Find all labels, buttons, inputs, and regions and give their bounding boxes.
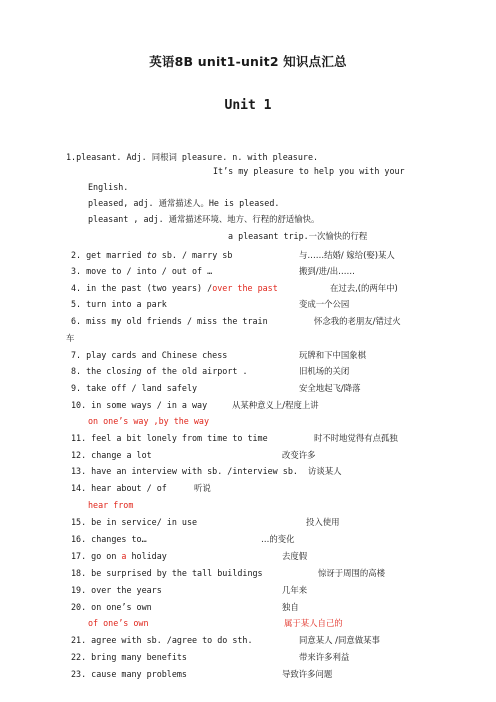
item-7-en: 7. play cards and Chinese chess <box>71 350 228 360</box>
item-20-zh: 独自 <box>282 602 299 612</box>
item-1-pleasant-trip: a pleasant trip.一次愉快的行程 <box>228 231 368 241</box>
item-6-zh: 怀念我的老朋友/错过火 <box>314 316 401 326</box>
item-10-zh: 从某种意义上/程度上讲 <box>232 400 319 410</box>
item-18-en: 18. be surprised by the tall buildings <box>71 568 263 578</box>
unit-heading: Unit 1 <box>224 98 272 113</box>
item-16-en: 16. changes to… <box>71 534 147 544</box>
item-8-en-part: 8. the clos <box>71 366 127 376</box>
item-2-en-italic: to <box>146 250 157 260</box>
item-2-en-rest: sb. / marry sb <box>156 250 233 260</box>
item-17-en <box>71 551 167 561</box>
item-15-zh: 投入使用 <box>306 517 340 527</box>
item-6-en: 6. miss my old friends / miss the train <box>71 316 268 326</box>
document-title: 英语8B unit1-unit2 知识点汇总 <box>149 54 347 69</box>
item-8-en-italic: ing <box>126 366 142 376</box>
item-10-en: 10. in some ways / in a way <box>71 400 208 410</box>
item-2-en <box>71 250 232 260</box>
item-4-en-part: 4. in the past (two years) / <box>71 283 213 293</box>
item-1-pleased: pleased, adj. 通常描述人。He is pleased. <box>88 198 280 208</box>
item-9-en: 9. take off / land safely <box>71 383 198 393</box>
item-16-zh: …的变化 <box>261 534 295 544</box>
item-20-related-zh: 属于某人自己的 <box>284 618 343 628</box>
item-12-zh: 改变许多 <box>282 450 316 460</box>
item-7-zh: 玩牌和下中国象棋 <box>299 350 366 360</box>
item-8-zh: 旧机场的关闭 <box>299 366 350 376</box>
item-14-related: hear from <box>88 500 134 510</box>
item-4-en-red: over the past <box>212 283 278 293</box>
item-9-zh: 安全地起飞/降落 <box>299 383 361 393</box>
item-1-example-cont: English. <box>88 182 129 192</box>
item-13-zh: 访谈某人 <box>308 466 342 476</box>
item-17-en-rest: holiday <box>126 551 167 561</box>
item-13-en: 13. have an interview with sb. /interview sb. <box>71 466 298 476</box>
item-19-zh: 几年来 <box>282 585 308 595</box>
item-11-zh: 时不时地觉得有点孤独 <box>314 433 398 443</box>
item-21-zh: 同意某人 /同意做某事 <box>299 635 380 645</box>
item-12-en: 12. change a lot <box>71 450 152 460</box>
item-14-en: 14. hear about / of <box>71 483 167 493</box>
item-20-related-en: of one’s own <box>88 618 149 628</box>
item-22-en: 22. bring many benefits <box>71 652 187 662</box>
item-17-zh: 去度假 <box>282 551 308 561</box>
item-21-en: 21. agree with sb. /agree to do sth. <box>71 635 253 645</box>
item-10-related: on one’s way ,by the way <box>88 416 210 426</box>
item-4-en <box>71 283 278 293</box>
item-17-en-part: 17. go on <box>71 551 122 561</box>
item-5-zh: 变成一个公园 <box>299 299 350 309</box>
item-23-zh: 导致许多问题 <box>282 669 333 679</box>
item-23-en: 23. cause many problems <box>71 669 187 679</box>
item-11-en: 11. feel a bit lonely from time to time <box>71 433 268 443</box>
item-15-en: 15. be in service/ in use <box>71 517 198 527</box>
item-2-zh: 与……结婚/ 嫁给(娶)某人 <box>299 250 395 260</box>
item-2-en-part: 2. get married <box>71 250 147 260</box>
item-1-example: It’s my pleasure to help you with your <box>213 166 405 176</box>
item-6-zh-cont: 车 <box>66 333 75 343</box>
item-3-en: 3. move to / into / out of … <box>71 266 213 276</box>
item-14-zh: 听说 <box>194 483 211 493</box>
item-19-en: 19. over the years <box>71 585 162 595</box>
item-17-en-red: a <box>121 551 127 561</box>
item-1-line: 1.pleasant. Adj. 同根词 pleasure. n. with pleasure. <box>66 152 319 162</box>
item-8-en <box>71 366 248 376</box>
item-1-pleasant: pleasant , adj. 通常描述环境、地方、行程的舒适愉快。 <box>88 214 320 224</box>
item-3-zh: 搬到/进/出…… <box>299 266 355 276</box>
item-18-zh: 惊讶于周围的高楼 <box>318 568 385 578</box>
item-4-zh: 在过去,(的两年中) <box>330 283 398 293</box>
item-5-en: 5. turn into a park <box>71 299 167 309</box>
item-20-en: 20. on one’s own <box>71 602 152 612</box>
item-8-en-rest: of the old airport . <box>141 366 248 376</box>
item-22-zh: 带来许多利益 <box>299 652 350 662</box>
